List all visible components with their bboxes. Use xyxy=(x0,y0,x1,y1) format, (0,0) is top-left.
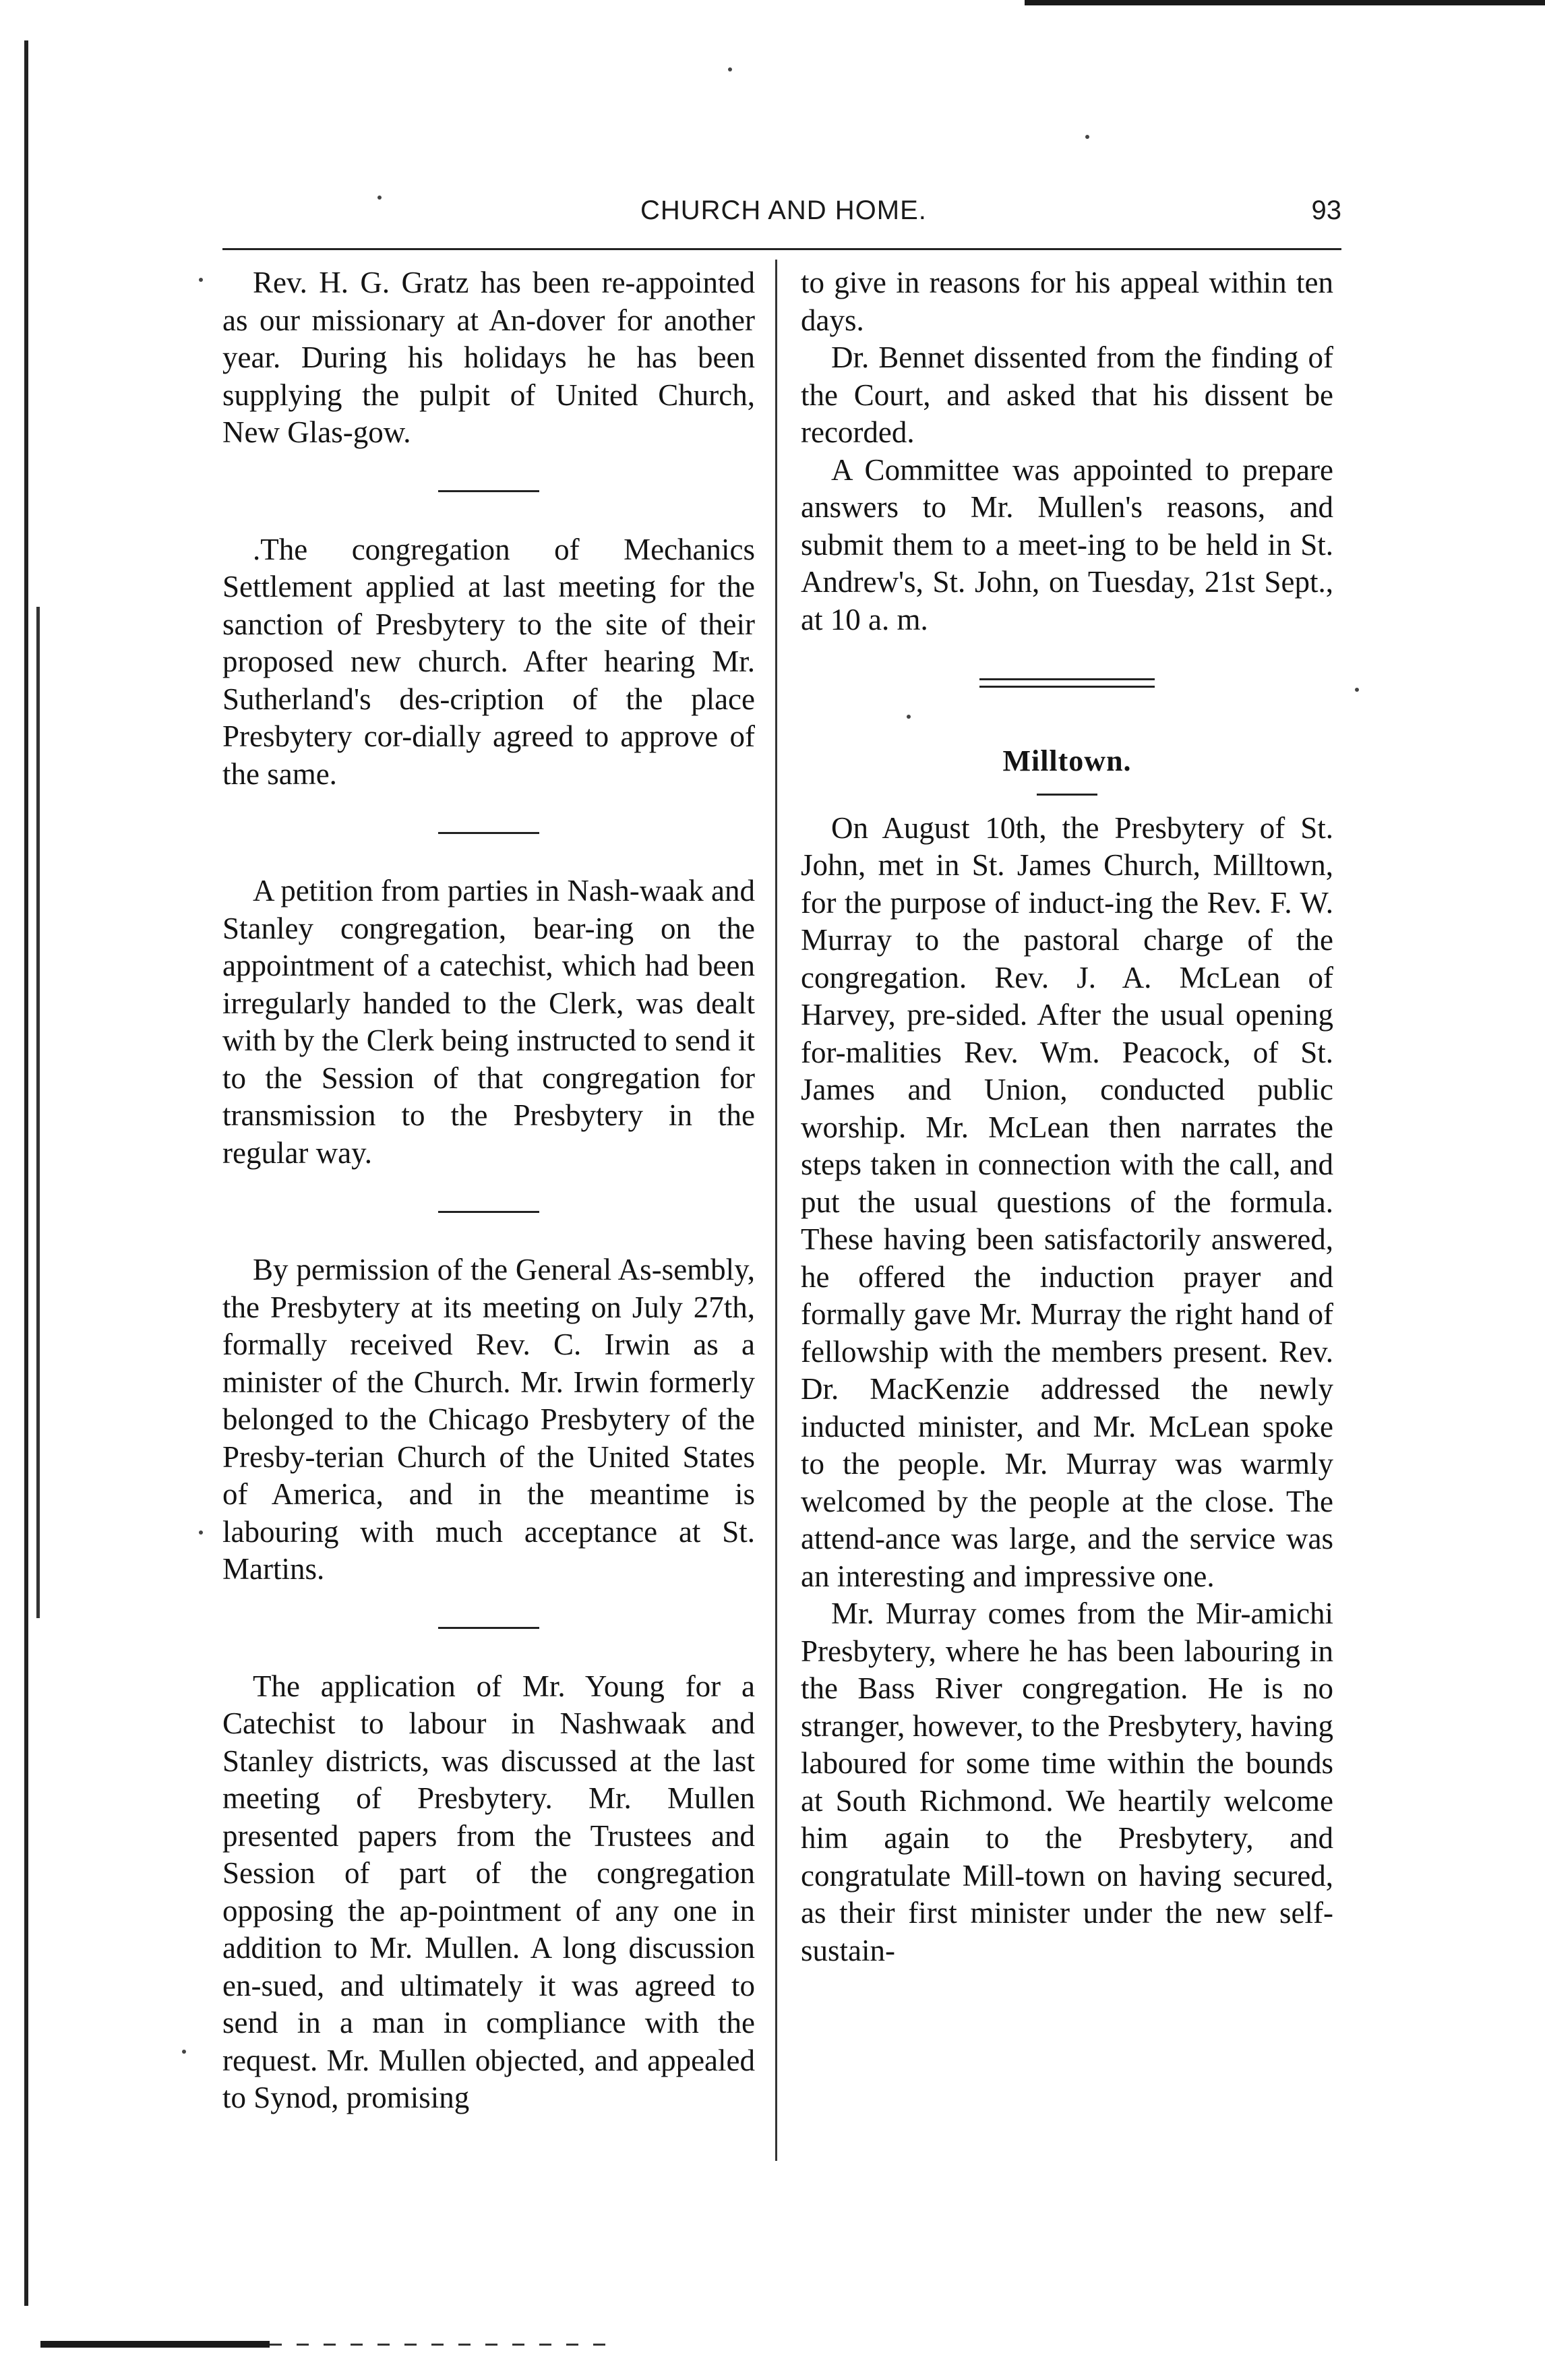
scan-edge-top xyxy=(1025,0,1545,5)
running-header xyxy=(222,196,1341,236)
scan-speck xyxy=(728,67,732,71)
scan-edge-left xyxy=(24,40,28,2306)
paragraph: Rev. H. G. Gratz has been re-appointed as our missionary at An-dover for another year. During his holidays he has been supplying the pulpit of United Church, New Glas-gow. xyxy=(222,266,755,449)
header-title: CHURCH AND HOME. xyxy=(640,196,927,225)
paragraph: A petition from parties in Nash-waak and Stanley congregation, bear-ing on the appointment of a catechist, which had been irregularly handed to the Clerk, was dealt with by the Clerk being instructed to send it to the Session of that congregation for transmission to the Presbytery in the regular way. xyxy=(222,874,755,1170)
scan-speck xyxy=(182,2050,186,2054)
paragraph: On August 10th, the Presbytery of St. John, met in St. James Church, Milltown, for the purpose of induct-ing the Rev. F. W. Murray to the pastoral charge of the congregation. Rev. J. A. McLean of Harvey, pre-sided. After the usual opening for-malities Rev. Wm. Peacock, of St. James and Union, conducted public worship. Mr. McLean then narrates the steps taken in connection with the call, and put the usual questions of the formula. These having been satisfactorily answered, he offered the induction prayer and formally gave Mr. Murray the right hand of fellowship with the members present. Rev. Dr. MacKenzie addressed the newly inducted minister, and Mr. McLean spoke to the people. Mr. Murray was warmly welcomed by the people at the close. The attend-ance was large, and the service was an interesting and impressive one. xyxy=(801,810,1333,1593)
separator xyxy=(222,1588,755,1668)
separator xyxy=(222,793,755,872)
separator xyxy=(222,1172,755,1251)
column-divider xyxy=(775,260,777,2161)
scan-speck xyxy=(1355,688,1359,692)
scan-speck xyxy=(199,278,203,282)
scan-speck xyxy=(1085,135,1089,139)
right-column xyxy=(801,264,1333,1969)
scan-edge-bottom xyxy=(40,2341,270,2348)
separator xyxy=(222,452,755,531)
paragraph: The application of Mr. Young for a Catechist to labour in Nashwaak and Stanley districts, was discussed at the last meeting of Presbytery. Mr. Mullen presented papers from the Trustees and Session of part of the congregation opposing the ap-pointment of any one in addition to Mr. Mullen. A long discussion en-sued, and ultimately it was agreed to send in a man in compliance with the request. Mr. Mullen objected, and appealed to Synod, promising xyxy=(222,1669,755,2114)
paragraph: .The congregation of Mechanics Settlement applied at last meeting for the sanction of Presbytery to the site of their proposed new church. After hearing Mr. Sutherland's des-cription of the place Presbytery cor-dially agreed to approve of the same. xyxy=(222,532,755,791)
scan-speck xyxy=(199,1530,203,1535)
paragraph: to give in reasons for his appeal within ten days. xyxy=(801,266,1333,337)
paragraph: Mr. Murray comes from the Mir-amichi Presbytery, where he has been labouring in the Bass River congregation. He is no stranger, however, to the Presbytery, having laboured for some time within the bounds at South Richmond. We heartily welcome him again to the Presbytery, and congratulate Mill-town on having secured, as their first minister under the new self-sustain- xyxy=(801,1597,1333,1967)
section-heading: Milltown. xyxy=(1002,744,1132,777)
paragraph: A Committee was appointed to prepare answers to Mr. Mullen's reasons, and submit them to a meet-ing to be held in St. Andrew's, St. John, on Tuesday, 21st Sept., at 10 a. m. xyxy=(801,452,1333,636)
page-number: 93 xyxy=(1311,196,1341,225)
heading-rule xyxy=(801,780,1333,810)
section-double-rule xyxy=(801,638,1333,727)
left-column xyxy=(222,264,755,2117)
paragraph: By permission of the General As-sembly, the Presbytery at its meeting on July 27th, formally received Rev. C. Irwin as a minister of the Church. Mr. Irwin formerly belonged to the Chicago Presbytery of the Presby-terian Church of the United States of America, and in the meantime is labouring with much acceptance at St. Martins. xyxy=(222,1253,755,1586)
scan-edge-left-inner xyxy=(36,607,40,1618)
paragraph: Dr. Bennet dissented from the finding of the Court, and asked that his dissent be recorded. xyxy=(801,340,1333,449)
scan-edge-bottom-dashes xyxy=(270,2344,620,2346)
header-rule xyxy=(222,248,1341,250)
